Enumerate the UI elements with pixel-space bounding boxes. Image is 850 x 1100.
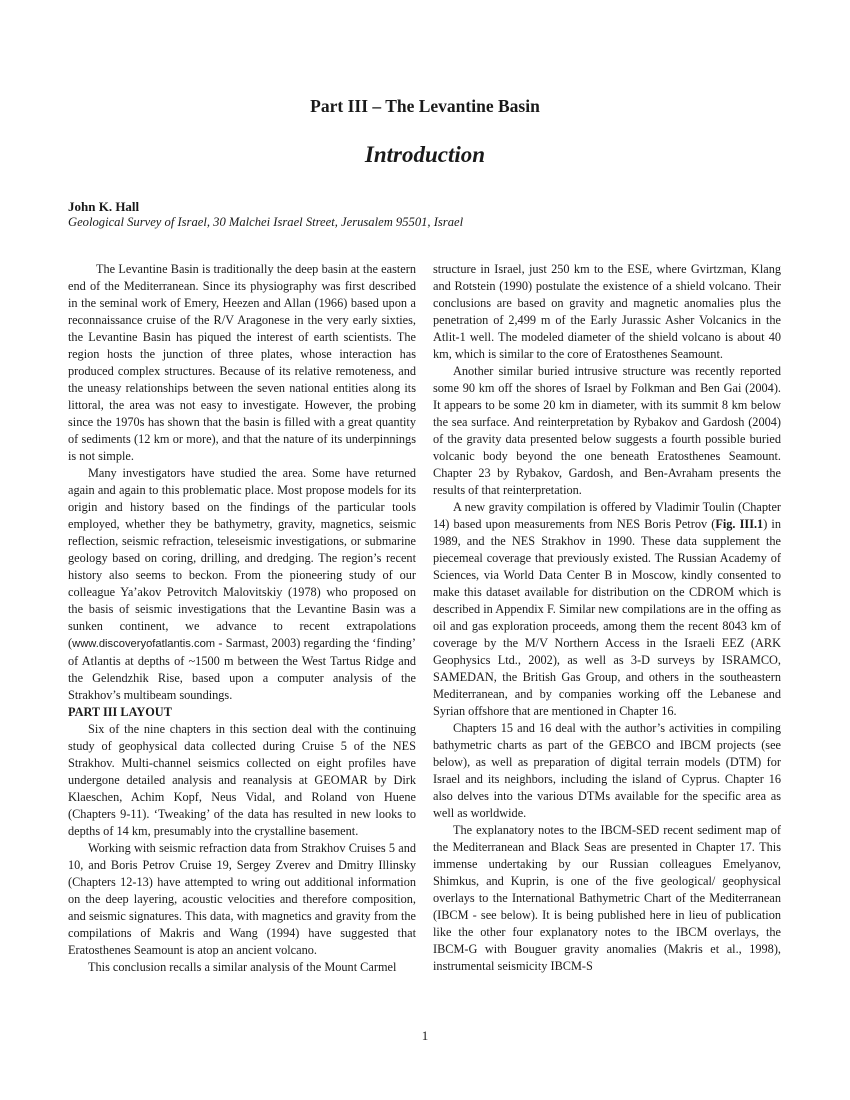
paragraph-text: - Sarmast, 2003) regarding the ‘finding’ of Atlantis at depths of ~1500 m between the West Tartus Ridge and the Gelendzhik Rise, based upon a computer analysis of the Strakhov’s multibeam soundings.	[68, 636, 416, 702]
paragraph-text: A new gravity compilation is offered by Vladimir Toulin (Chapter 14) based upon measurements from NES Boris Petrov (	[433, 500, 781, 531]
part-title: Part III – The Levantine Basin	[310, 96, 540, 116]
paragraph: This conclusion recalls a similar analysis of the Mount Carmel	[88, 960, 397, 974]
right-column	[433, 261, 781, 975]
paragraph: Working with seismic refraction data from Strakhov Cruises 5 and 10, and Boris Petrov Cruise 19, Sergey Zverev and Dmitry Illinsky (Chapters 12-13) have attempted to wring out additional information on the deep layering, acoustic velocities and therefore composition, and seismic signatures. This data, with magnetics and gravity from the compilations of Makris and Wang (1994) have suggested that Eratosthenes Seamount is atop an ancient volcano.	[68, 841, 416, 957]
left-column	[68, 261, 416, 976]
paragraph-text: ) in 1989, and the NES Strakhov in 1990. These data supplement the piecemeal coverage that previously existed. The Russian Academy of Sciences, via World Data Center B in Moscow, kindly consented to make this dataset available for distribution on the CDROM which is described in Appendix F. Similar new compilations are in the offing as oil and gas exploration proceeds, among them the recent 8043 km of coverage by the M/V Northern Access in the Israeli EEZ (ARK Geophysics Ltd., 2002), as well as 3-D surveys by ISRAMCO, SAMEDAN, the British Gas Group, and others in the southeastern Mediterranean, and by companies working off the Lebanese and Syrian offshore that are mentioned in Chapter 16.	[433, 517, 781, 718]
atlantis-url: www.discoveryofatlantis.com	[72, 638, 216, 650]
section-heading: PART III LAYOUT	[68, 705, 172, 719]
paragraph: structure in Israel, just 250 km to the ESE, where Gvirtzman, Klang and Rotstein (1990) postulate the existence of a shield volcano. Their conclusions are based on gravity and magnetic anomalies plus the penetration of 2,499 m of the Early Jurassic Asher Volcanics in the Atlit-1 well. The modeled diameter of the shield volcano is about 40 km, which is similar to the core of Eratosthenes Seamount.	[433, 262, 781, 361]
author-affiliation: Geological Survey of Israel, 30 Malchei Israel Street, Jerusalem 95501, Israel	[68, 215, 464, 229]
paragraph: The Levantine Basin is traditionally the deep basin at the eastern end of the Mediterranean. Since its physiography was first described in the seminal work of Emery, Heezen and Allan (1966) based upon a reconnaissance cruise of the R/V Aragonese in the very early sixties, the Levantine Basin has piqued the interest of earth scientists. The region hosts the junction of three plates, whose interaction has produced complex structures. Because of its relative remoteness, and the uneasy relationships between the seven national entities along its littoral, the area was not easy to investigate. However, the probing since the 1970s has shown that the basin is filled with a great quantity of sediments (12 km or more), and that the nature of its underpinnings is not simple.	[68, 262, 416, 463]
paragraph: Chapters 15 and 16 deal with the author’s activities in compiling bathymetric charts as part of the GEBCO and IBCM projects (see below), as well as preparation of digital terrain models (DTM) for Israel and its neighbors, including the island of Cyprus. Chapter 16 also delves into the various DTMs available for the specific area as well as worldwide.	[433, 721, 781, 820]
paragraph	[433, 499, 781, 720]
paragraph: Six of the nine chapters in this section deal with the continuing study of geophysical data collected during Cruise 5 of the NES Strakhov. Multi-channel seismics collected on eight profiles have undergone detailed analysis and reanalysis at GEOMAR by Dirk Klaeschen, Achim Kopf, Neus Vidal, and Roland von Huene (Chapters 9-11). ‘Tweaking’ of the data has resulted in new looks to depths of 14 km, presumably into the crystalline basement.	[68, 722, 416, 838]
paragraph	[68, 465, 416, 704]
paragraph: The explanatory notes to the IBCM-SED recent sediment map of the Mediterranean and Black Seas are presented in Chapter 17. This immense undertaking by our Russian colleagues Emelyanov, Shimkus, and Kuprin, is one of the five geological/ geophysical overlays to the International Bathymetric Chart of the Mediterranean (IBCM - see below). It is being published here in lieu of publication like the other four explanatory notes to the IBCM overlays, the IBCM-G with Bouguer gravity anomalies (Makris et al., 1998), instrumental seismicity IBCM-S	[433, 823, 781, 973]
author-name: John K. Hall	[68, 199, 140, 214]
chapter-title: Introduction	[364, 142, 486, 167]
figure-reference: Fig. III.1	[715, 517, 764, 531]
paragraph-text: Many investigators have studied the area. Some have returned again and again to this problematic place. Most propose models for its origin and history based on the findings of the particular tools employed, whether they be bathymetry, gravity, magnetics, seismic reflection, seismic refraction, teleseismic investigations, or submarine geology based on coring, drilling, and dredging. The region’s recent history also seems to beckon. From the pioneering study of our colleague Ya’akov Petrovitch Malovitskiy (1978) who proposed on the basis of seismic investigations that the Levantine Basin was a sunken continent, we advance to recent extrapolations (	[68, 466, 416, 650]
paragraph: Another similar buried intrusive structure was recently reported some 90 km off the shores of Israel by Folkman and Ben Gai (2004). It appears to be some 20 km in diameter, with its summit 8 km below the sea surface. And reinterpretation by Rybakov and Gardosh (2004) of the gravity data presented below suggests a fourth possible buried volcanic body beyond the one beneath Eratosthenes Seamount. Chapter 23 by Rybakov, Gardosh, and Ben-Avraham presents the results of that reinterpretation.	[433, 364, 781, 497]
page-number: 1	[421, 1028, 429, 1043]
